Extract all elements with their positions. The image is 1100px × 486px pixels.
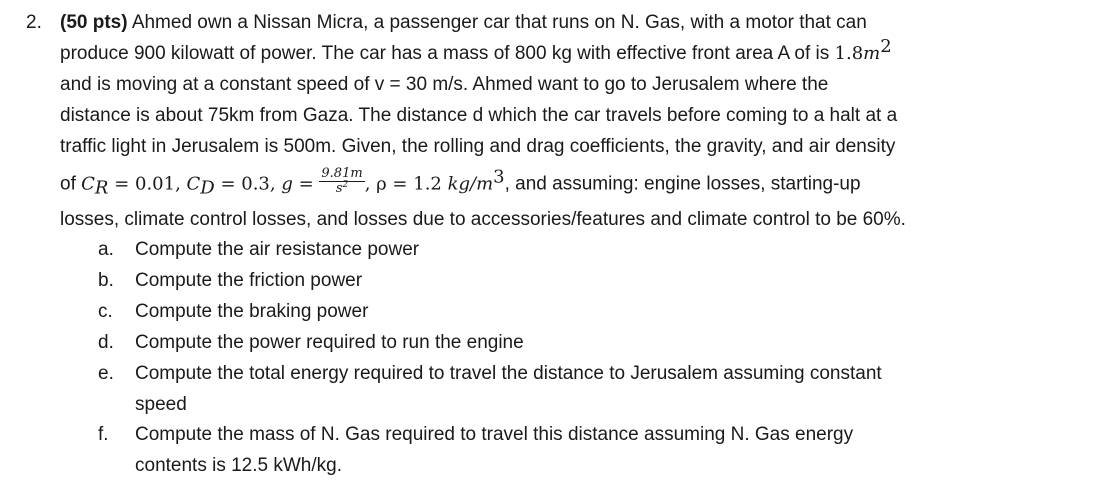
subpart-text-e: Compute the total energy required to travel the distance to Jerusalem assuming constant xyxy=(135,363,882,384)
rho-exponent: 3 xyxy=(493,166,505,188)
subpart-label-d: d. xyxy=(98,332,114,353)
subpart-text-a: Compute the air resistance power xyxy=(135,239,420,260)
rho-text: , ρ = 1.2 xyxy=(364,173,448,195)
question-line-7: losses, climate control losses, and losses due to accessories/features and climate control to be 60%. xyxy=(60,209,906,230)
subpart-label-f: f. xyxy=(98,424,109,445)
question-number: 2. xyxy=(26,12,42,33)
question-text-6-tail: , and assuming: engine losses, starting-up xyxy=(504,173,861,195)
gravity-denominator: $s^2$ xyxy=(335,180,349,196)
of-label: of xyxy=(60,173,82,195)
area-unit: m xyxy=(863,43,881,64)
question-line-5: traffic light in Jerusalem is 500m. Given, the rolling and drag coefficients, the gravity, and air density xyxy=(60,136,896,157)
subpart-text-f: Compute the mass of N. Gas required to travel this distance assuming N. Gas energy xyxy=(135,424,854,445)
question-line-1 xyxy=(60,12,867,34)
cd-symbol: C xyxy=(186,173,201,195)
gravity-fraction xyxy=(319,167,364,196)
area-exponent: 2 xyxy=(880,36,892,57)
g-equals: = xyxy=(292,173,320,195)
gravity-numerator: 9.81m xyxy=(321,166,363,181)
question-text-1: Ahmed own a Nissan Micra, a passenger car that runs on N. Gas, with a motor that can xyxy=(131,12,867,33)
subpart-label-a: a. xyxy=(98,239,114,260)
g-symbol: g xyxy=(281,173,293,195)
question-text-2: produce 900 kilowatt of power. The car has a mass of 800 kg with effective front area A of is xyxy=(60,43,835,64)
subpart-text-c: Compute the braking power xyxy=(135,301,369,322)
question-line-3: and is moving at a constant speed of v = 30 m/s. Ahmed want to go to Jerusalem where the xyxy=(60,74,829,95)
cr-symbol: C xyxy=(81,173,95,195)
cr-subscript: R xyxy=(94,177,109,199)
subpart-text-d: Compute the power required to run the engine xyxy=(135,332,524,353)
cr-value: = 0.01, xyxy=(108,173,187,195)
subpart-label-b: b. xyxy=(98,270,114,291)
cd-value: = 0.3, xyxy=(214,173,282,195)
points-label: (50 pts) xyxy=(60,12,128,33)
subpart-text-e-cont: speed xyxy=(135,394,187,415)
question-line-4: distance is about 75km from Gaza. The distance d which the car travels before coming to a halt at a xyxy=(60,105,898,126)
subpart-label-c: c. xyxy=(98,301,113,322)
question-line-2 xyxy=(60,36,892,65)
cd-subscript: D xyxy=(200,177,215,199)
question-line-6 xyxy=(60,166,861,199)
subpart-label-e: e. xyxy=(98,363,114,384)
subpart-text-b: Compute the friction power xyxy=(135,270,363,291)
area-value: 1.8 xyxy=(834,43,864,64)
rho-unit: kg/m xyxy=(447,173,494,195)
subpart-text-f-cont: contents is 12.5 kWh/kg. xyxy=(135,455,342,476)
